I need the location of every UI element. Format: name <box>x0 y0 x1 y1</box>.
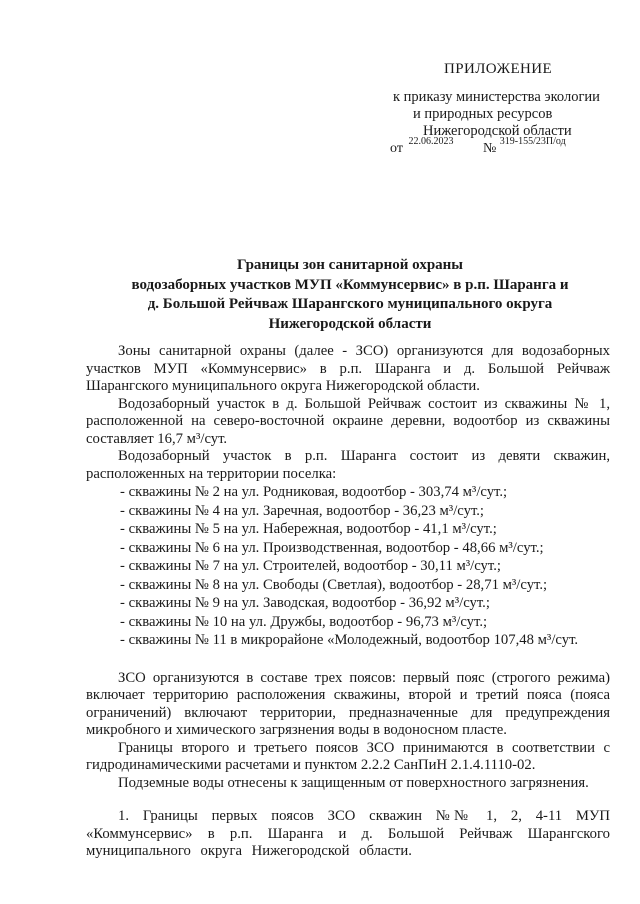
list-item: - скважины № 9 на ул. Заводская, водоотбор - 36,92 м³/сут.; <box>120 595 490 611</box>
title-line-4: Нижегородской области <box>268 315 432 332</box>
list-item: - скважины № 10 на ул. Дружбы, водоотбор - 96,73 м³/сут.; <box>120 613 488 630</box>
order-reference <box>393 89 640 140</box>
order-date-number <box>390 136 566 157</box>
paragraph-groundwater: Подземные воды отнесены к защищенным от поверхностного загрязнения. <box>118 774 589 791</box>
title-line-2: водозаборных участков МУП «Коммунсервис» в р.п. Шаранга и <box>131 276 569 293</box>
paragraph-reychvazh: Водозаборный участок в д. Большой Рейчваж состоит из скважины № 1, расположенной на северо-восточной окраине деревни, водоотбор из скважины составляет 16,7 м³/сут. <box>86 395 610 447</box>
list-item: - скважины № 11 в микрорайоне «Молодежный, водоотбор 107,48 м³/сут. <box>120 632 579 648</box>
list-item: - скважины № 7 на ул. Строителей, водоотбор - 30,11 м³/сут.; <box>120 558 501 574</box>
list-item: - скважины № 8 на ул. Свободы (Светлая), водоотбор - 28,71 м³/сут.; <box>120 576 548 593</box>
title-line-3: д. Большой Рейчваж Шарангского муниципального округа <box>147 296 553 312</box>
from-label: от <box>390 141 403 156</box>
paragraph-belts: ЗСО организуются в составе трех поясов: первый пояс (строгого режима) включает территорию расположения скважины, второй и третий пояса (пояса ограничений) включают территории, предназначенные для предупреждения микробного и химического загрязнения воды в водоносном пласте. <box>86 669 610 738</box>
order-line-3: Нижегородской области <box>423 123 572 139</box>
appendix-heading: ПРИЛОЖЕНИЕ <box>444 61 553 77</box>
document-title <box>60 256 640 334</box>
number-label: № <box>482 141 497 156</box>
order-line-2: и природных ресурсов <box>413 106 553 122</box>
wells-list <box>86 483 610 650</box>
paragraph-boundaries: Границы второго и третьего поясов ЗСО принимаются в соответствии с гидродинамическими расчетами и пунктом 2.2.2 СанПиН 2.1.4.1110-02. <box>86 739 610 773</box>
list-item: - скважины № 2 на ул. Родниковая, водоотбор - 303,74 м³/сут.; <box>120 484 508 500</box>
list-item: - скважины № 6 на ул. Производственная, водоотбор - 48,66 м³/сут.; <box>120 539 544 556</box>
numbered-item-1: 1. Границы первых поясов ЗСО скважин №№ 1, 2, 4-11 МУП «Коммунсервис» в р.п. Шаранга и д. Большой Рейчваж Шарангского муниципального округа Нижегородской области. <box>86 808 610 859</box>
order-date: 22.06.2023 <box>408 136 454 147</box>
document-body <box>86 343 610 861</box>
title-line-1: Границы зон санитарной охраны <box>236 257 464 273</box>
list-item: - скважины № 5 на ул. Набережная, водоотбор - 41,1 м³/сут.; <box>120 521 497 537</box>
order-number: 319-155/23П/од <box>499 136 566 147</box>
list-item: - скважины № 4 на ул. Заречная, водоотбор - 36,23 м³/сут.; <box>120 502 485 519</box>
order-line-1: к приказу министерства экологии <box>393 89 600 105</box>
paragraph-sharanga: Водозаборный участок в р.п. Шаранга состоит из девяти скважин, расположенных на территории поселка: <box>86 448 610 482</box>
paragraph-zso-intro: Зоны санитарной охраны (далее - ЗСО) организуются для водозаборных участков МУП «Коммунсервис» в р.п. Шаранга и д. Большой Рейчваж Шарангского муниципального округа Нижегородской области. <box>86 343 610 394</box>
